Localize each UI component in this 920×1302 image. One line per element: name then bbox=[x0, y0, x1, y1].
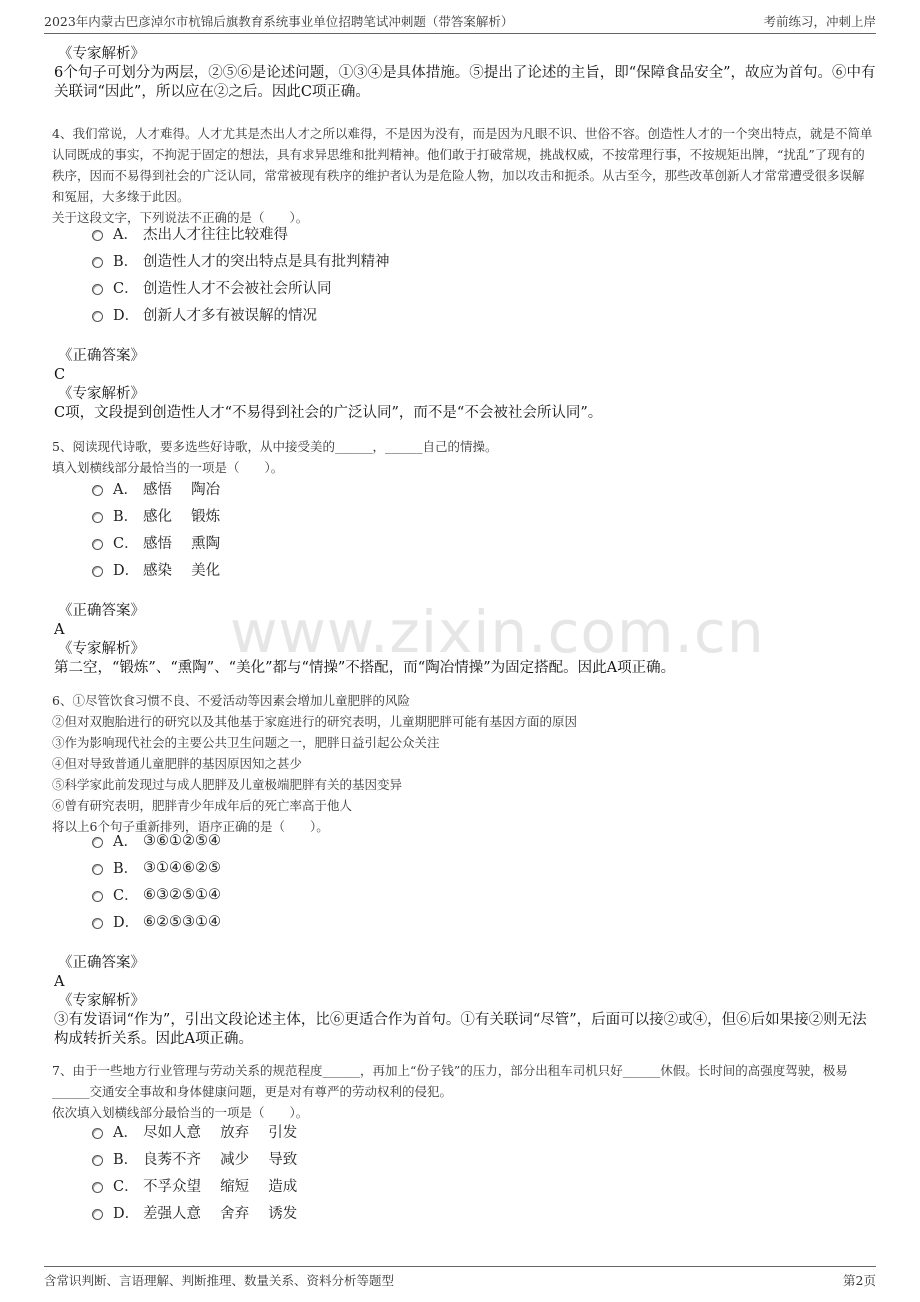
question-5-options bbox=[92, 475, 220, 583]
answer-heading: 《正确答案》 bbox=[58, 603, 145, 619]
option-text: 创造性人才不会被社会所认同 bbox=[143, 281, 332, 297]
question-prompt: 依次填入划横线部分最恰当的一项是（ ）。 bbox=[52, 1105, 309, 1120]
question-5-answer bbox=[52, 602, 876, 678]
question-line: ③作为影响现代社会的主要公共卫生问题之一，肥胖日益引起公众关注 bbox=[52, 735, 440, 750]
analysis-heading: 《专家解析》 bbox=[58, 641, 145, 657]
option-d[interactable]: D． 差强人意 舍弃 诱发 bbox=[92, 1199, 297, 1226]
answer-letter: A bbox=[54, 974, 65, 990]
radio-button[interactable] bbox=[92, 230, 103, 241]
question-prompt: 填入划横线部分最恰当的一项是（ ）。 bbox=[52, 460, 284, 475]
option-text: 感染 美化 bbox=[143, 563, 221, 579]
question-6-stem bbox=[52, 690, 876, 837]
question-text: 5、阅读现代诗歌，要多选些好诗歌，从中接受美的______，______自己的情操。 bbox=[52, 439, 498, 454]
option-text: 不孚众望 缩短 造成 bbox=[143, 1179, 298, 1195]
question-5-stem bbox=[52, 436, 876, 478]
footer-divider bbox=[44, 1266, 876, 1267]
radio-button[interactable] bbox=[92, 1128, 103, 1139]
page-header bbox=[44, 10, 876, 32]
question-line: 6、①尽管饮食习惯不良、不爱活动等因素会增加儿童肥胖的风险 bbox=[52, 693, 410, 708]
analysis-text: 6个句子可划分为两层，②⑤⑥是论述问题，①③④是具体措施。⑤提出了论述的主旨，即“保障食品安全”，故应为首句。⑥中有关联词“因此”，所以应在②之后。因此C项正确。 bbox=[54, 65, 876, 100]
radio-button[interactable] bbox=[92, 257, 103, 268]
radio-button[interactable] bbox=[92, 512, 103, 523]
previous-analysis bbox=[52, 45, 876, 102]
answer-letter: A bbox=[54, 622, 65, 638]
analysis-text: ③有发语词“作为”，引出文段论述主体，比⑥更适合作为首句。①有关联词“尽管”，后面可以接②或④，但⑥后如果接②则无法构成转折关系。因此A项正确。 bbox=[54, 1012, 867, 1047]
option-b[interactable]: B． 良莠不齐 减少 导致 bbox=[92, 1145, 297, 1172]
radio-button[interactable] bbox=[92, 837, 103, 848]
question-6-options bbox=[92, 827, 221, 935]
option-text: ③⑥①②⑤④ bbox=[143, 832, 221, 849]
question-7-stem bbox=[52, 1060, 876, 1123]
question-6-answer bbox=[52, 954, 876, 1049]
analysis-heading: 《专家解析》 bbox=[58, 386, 145, 402]
document-title: 2023年内蒙古巴彦淖尔市杭锦后旗教育系统事业单位招聘笔试冲刺题（带答案解析） bbox=[44, 14, 514, 29]
option-b[interactable]: B． 感化 锻炼 bbox=[92, 502, 220, 529]
option-text: 感悟 陶冶 bbox=[143, 482, 221, 498]
question-line: ⑥曾有研究表明，肥胖青少年成年后的死亡率高于他人 bbox=[52, 798, 353, 813]
question-4-answer bbox=[52, 347, 876, 423]
option-text: 杰出人才往往比较难得 bbox=[143, 227, 288, 243]
option-a[interactable]: A． 杰出人才往往比较难得 bbox=[92, 220, 390, 247]
option-d[interactable]: D． 感染 美化 bbox=[92, 556, 220, 583]
option-a[interactable]: A． 感悟 陶冶 bbox=[92, 475, 220, 502]
option-text: ③①④⑥②⑤ bbox=[143, 859, 221, 876]
option-a[interactable]: A． 尽如人意 放弃 引发 bbox=[92, 1118, 297, 1145]
question-4-stem bbox=[52, 123, 876, 228]
answer-letter: C bbox=[54, 367, 66, 383]
header-slogan: 考前练习，冲刺上岸 bbox=[763, 14, 876, 29]
footer-note: 含常识判断、言语理解、判断推理、数量关系、资料分析等题型 bbox=[44, 1273, 395, 1288]
watermark: www.zixin.com.cn bbox=[230, 598, 765, 666]
page-number: 第2页 bbox=[843, 1273, 876, 1288]
option-c[interactable]: C． 感悟 熏陶 bbox=[92, 529, 220, 556]
radio-button[interactable] bbox=[92, 864, 103, 875]
question-4-options bbox=[92, 220, 390, 328]
option-text: ⑥③②⑤①④ bbox=[143, 886, 221, 903]
option-text: ⑥②⑤③①④ bbox=[143, 913, 221, 930]
option-d[interactable]: D． 创新人才多有被误解的情况 bbox=[92, 301, 390, 328]
option-c[interactable]: C． 不孚众望 缩短 造成 bbox=[92, 1172, 297, 1199]
option-c[interactable]: C． 创造性人才不会被社会所认同 bbox=[92, 274, 390, 301]
option-text: 创造性人才的突出特点是具有批判精神 bbox=[143, 254, 390, 270]
option-text: 感化 锻炼 bbox=[143, 509, 221, 525]
question-line: ④但对导致普通儿童肥胖的基因原因知之甚少 bbox=[52, 756, 303, 771]
question-text: 7、由于一些地方行业管理与劳动关系的规范程度______，再加上“份子钱”的压力，部分出租车司机只好______休假。长时间的高强度驾驶，极易______交通安全事故和身体健康问题，更是对有尊严的劳动权利的侵犯。 bbox=[52, 1063, 848, 1099]
question-7-options bbox=[92, 1118, 297, 1226]
analysis-heading: 《专家解析》 bbox=[58, 46, 145, 62]
radio-button[interactable] bbox=[92, 1209, 103, 1220]
radio-button[interactable] bbox=[92, 566, 103, 577]
question-line: ⑤科学家此前发现过与成人肥胖及儿童极端肥胖有关的基因变异 bbox=[52, 777, 403, 792]
option-b[interactable]: B． ③①④⑥②⑤ bbox=[92, 854, 221, 881]
option-c[interactable]: C． ⑥③②⑤①④ bbox=[92, 881, 221, 908]
question-text: 4、我们常说，人才难得。人才尤其是杰出人才之所以难得，不是因为没有，而是因为凡眼不识、世俗不容。创造性人才的一个突出特点，就是不简单认同既成的事实，不拘泥于固定的想法，具有求异思维和批判精神。他们敢于打破常规，挑战权威，不按常理行事，不按规矩出牌，“扰乱”了现有的秩序，因而不易得到社会的广泛认同，常常被现有秩序的维护者认为是危险人物，加以攻击和扼杀。从古至今，那些改革创新人才常常遭受很多误解和冤屈，大多缘于此因。 bbox=[52, 126, 873, 204]
radio-button[interactable] bbox=[92, 284, 103, 295]
answer-heading: 《正确答案》 bbox=[58, 348, 145, 364]
radio-button[interactable] bbox=[92, 1182, 103, 1193]
question-prompt: 将以上6个句子重新排列，语序正确的是（ ）。 bbox=[52, 819, 329, 834]
header-divider bbox=[44, 33, 876, 34]
question-prompt: 关于这段文字，下列说法不正确的是（ ）。 bbox=[52, 210, 309, 225]
option-a[interactable]: A． ③⑥①②⑤④ bbox=[92, 827, 221, 854]
analysis-text: 第二空，“锻炼”、“熏陶”、“美化”都与“情操”不搭配，而“陶冶情操”为固定搭配。因此A项正确。 bbox=[54, 660, 676, 676]
option-text: 感悟 熏陶 bbox=[143, 536, 221, 552]
radio-button[interactable] bbox=[92, 1155, 103, 1166]
option-text: 尽如人意 放弃 引发 bbox=[143, 1125, 298, 1141]
radio-button[interactable] bbox=[92, 539, 103, 550]
analysis-text: C项，文段提到创造性人才“不易得到社会的广泛认同”，而不是“不会被社会所认同”。 bbox=[54, 405, 603, 421]
radio-button[interactable] bbox=[92, 485, 103, 496]
radio-button[interactable] bbox=[92, 918, 103, 929]
page-footer bbox=[44, 1269, 876, 1291]
answer-heading: 《正确答案》 bbox=[58, 955, 145, 971]
option-text: 创新人才多有被误解的情况 bbox=[143, 308, 317, 324]
radio-button[interactable] bbox=[92, 311, 103, 322]
option-d[interactable]: D． ⑥②⑤③①④ bbox=[92, 908, 221, 935]
option-text: 良莠不齐 减少 导致 bbox=[143, 1152, 298, 1168]
radio-button[interactable] bbox=[92, 891, 103, 902]
option-b[interactable]: B． 创造性人才的突出特点是具有批判精神 bbox=[92, 247, 390, 274]
analysis-heading: 《专家解析》 bbox=[58, 993, 145, 1009]
question-line: ②但对双胞胎进行的研究以及其他基于家庭进行的研究表明，儿童期肥胖可能有基因方面的原因 bbox=[52, 714, 578, 729]
option-text: 差强人意 舍弃 诱发 bbox=[143, 1206, 298, 1222]
